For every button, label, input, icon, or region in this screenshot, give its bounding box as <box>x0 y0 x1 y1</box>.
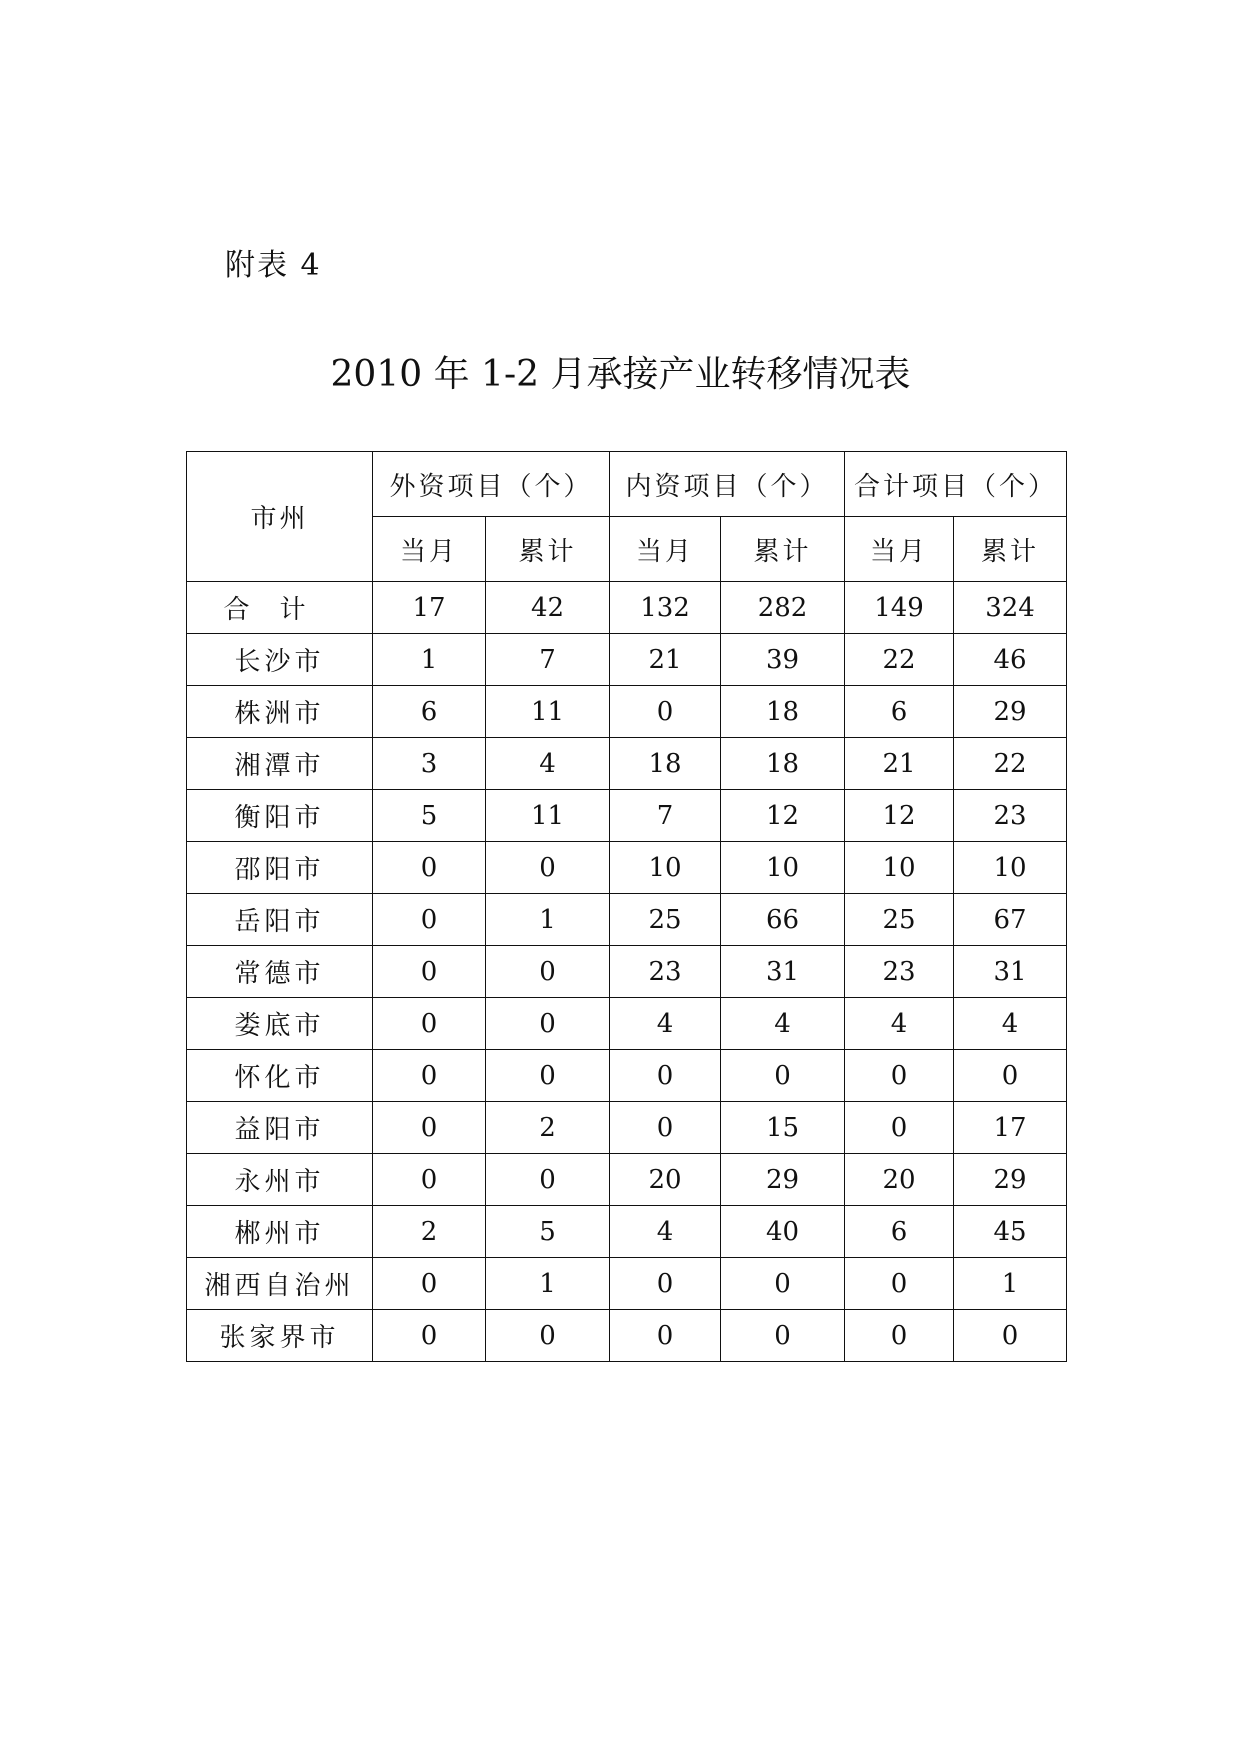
table-row <box>187 894 1067 946</box>
region-name: 衡阳市 <box>187 790 373 842</box>
table-cell: 6 <box>845 1206 954 1258</box>
table-cell: 0 <box>610 1050 721 1102</box>
table-cell: 0 <box>721 1050 845 1102</box>
sub-header: 当月 <box>845 517 954 582</box>
table-cell: 0 <box>486 998 610 1050</box>
region-name: 常德市 <box>187 946 373 998</box>
region-name: 株洲市 <box>187 686 373 738</box>
table-cell: 1 <box>954 1258 1067 1310</box>
table-cell: 0 <box>373 1258 486 1310</box>
table-cell: 20 <box>610 1154 721 1206</box>
table-cell: 2 <box>373 1206 486 1258</box>
table-cell: 45 <box>954 1206 1067 1258</box>
table-cell: 6 <box>845 686 954 738</box>
table-cell: 1 <box>373 634 486 686</box>
table-cell: 21 <box>610 634 721 686</box>
table-cell: 22 <box>845 634 954 686</box>
header-row-groups <box>187 452 1067 517</box>
table-cell: 0 <box>373 1154 486 1206</box>
table-cell: 5 <box>486 1206 610 1258</box>
table-cell: 20 <box>845 1154 954 1206</box>
table-row <box>187 1102 1067 1154</box>
region-column-header: 市州 <box>187 452 373 582</box>
table-cell: 0 <box>721 1310 845 1362</box>
table-cell: 2 <box>486 1102 610 1154</box>
table-cell: 29 <box>954 686 1067 738</box>
table-cell: 0 <box>373 998 486 1050</box>
table-cell: 25 <box>845 894 954 946</box>
table-cell: 4 <box>721 998 845 1050</box>
table-cell: 66 <box>721 894 845 946</box>
table-cell: 282 <box>721 582 845 634</box>
table-cell: 0 <box>610 1102 721 1154</box>
table-cell: 0 <box>486 842 610 894</box>
group-header-domestic: 内资项目（个） <box>610 452 845 517</box>
table-cell: 42 <box>486 582 610 634</box>
table-row <box>187 790 1067 842</box>
table-cell: 324 <box>954 582 1067 634</box>
table-cell: 7 <box>610 790 721 842</box>
table-cell: 18 <box>721 738 845 790</box>
table-cell: 12 <box>845 790 954 842</box>
region-name: 岳阳市 <box>187 894 373 946</box>
table-cell: 39 <box>721 634 845 686</box>
table-cell: 67 <box>954 894 1067 946</box>
table-cell: 40 <box>721 1206 845 1258</box>
table-cell: 10 <box>954 842 1067 894</box>
table-row <box>187 1154 1067 1206</box>
group-header-total: 合计项目（个） <box>845 452 1067 517</box>
table-cell: 23 <box>610 946 721 998</box>
data-table <box>186 451 1067 1362</box>
table-cell: 10 <box>610 842 721 894</box>
table-cell: 0 <box>373 1310 486 1362</box>
table-cell: 18 <box>610 738 721 790</box>
table-cell: 0 <box>845 1258 954 1310</box>
table-row <box>187 1050 1067 1102</box>
table-cell: 4 <box>486 738 610 790</box>
table-row <box>187 946 1067 998</box>
region-name: 湘西自治州 <box>187 1258 373 1310</box>
table-cell: 0 <box>486 1310 610 1362</box>
region-name: 湘潭市 <box>187 738 373 790</box>
region-name: 郴州市 <box>187 1206 373 1258</box>
total-row <box>187 582 1067 634</box>
table-row <box>187 842 1067 894</box>
table-cell: 0 <box>954 1050 1067 1102</box>
table-cell: 31 <box>954 946 1067 998</box>
table-cell: 0 <box>845 1310 954 1362</box>
table-cell: 29 <box>954 1154 1067 1206</box>
sub-header: 累计 <box>721 517 845 582</box>
table-cell: 0 <box>373 1050 486 1102</box>
region-name: 怀化市 <box>187 1050 373 1102</box>
table-row <box>187 1310 1067 1362</box>
table-cell: 0 <box>486 946 610 998</box>
table-cell: 11 <box>486 790 610 842</box>
table-cell: 0 <box>486 1050 610 1102</box>
table-cell: 7 <box>486 634 610 686</box>
document-title: 2010 年 1-2 月承接产业转移情况表 <box>330 354 911 395</box>
table-row <box>187 1258 1067 1310</box>
table-cell: 11 <box>486 686 610 738</box>
table-cell: 132 <box>610 582 721 634</box>
table-cell: 4 <box>954 998 1067 1050</box>
table-cell: 46 <box>954 634 1067 686</box>
group-header-foreign: 外资项目（个） <box>373 452 610 517</box>
table-cell: 23 <box>845 946 954 998</box>
sub-header: 累计 <box>954 517 1067 582</box>
table-cell: 1 <box>486 894 610 946</box>
table-row <box>187 686 1067 738</box>
table-cell: 4 <box>610 998 721 1050</box>
table-cell: 0 <box>373 894 486 946</box>
sub-header: 当月 <box>373 517 486 582</box>
table-cell: 0 <box>845 1050 954 1102</box>
table-cell: 0 <box>610 1258 721 1310</box>
table-cell: 5 <box>373 790 486 842</box>
table-cell: 0 <box>373 842 486 894</box>
table-cell: 10 <box>845 842 954 894</box>
region-name: 益阳市 <box>187 1102 373 1154</box>
table-cell: 4 <box>845 998 954 1050</box>
table-cell: 3 <box>373 738 486 790</box>
table-cell: 0 <box>610 686 721 738</box>
table-cell: 29 <box>721 1154 845 1206</box>
region-name: 张家界市 <box>187 1310 373 1362</box>
total-label: 合计 <box>187 582 373 634</box>
table-row <box>187 738 1067 790</box>
table-cell: 23 <box>954 790 1067 842</box>
table-cell: 12 <box>721 790 845 842</box>
table-cell: 0 <box>373 946 486 998</box>
table-cell: 6 <box>373 686 486 738</box>
table-cell: 1 <box>486 1258 610 1310</box>
annex-label: 附表 4 <box>225 248 322 283</box>
table-cell: 0 <box>373 1102 486 1154</box>
region-name: 邵阳市 <box>187 842 373 894</box>
table-cell: 17 <box>373 582 486 634</box>
table-cell: 18 <box>721 686 845 738</box>
table-cell: 21 <box>845 738 954 790</box>
table-cell: 0 <box>721 1258 845 1310</box>
table-cell: 4 <box>610 1206 721 1258</box>
table-cell: 149 <box>845 582 954 634</box>
sub-header: 累计 <box>486 517 610 582</box>
table-cell: 0 <box>610 1310 721 1362</box>
table-cell: 15 <box>721 1102 845 1154</box>
table-cell: 17 <box>954 1102 1067 1154</box>
table-row <box>187 634 1067 686</box>
table-row <box>187 1206 1067 1258</box>
table-cell: 31 <box>721 946 845 998</box>
table-row <box>187 998 1067 1050</box>
table-cell: 0 <box>954 1310 1067 1362</box>
region-name: 长沙市 <box>187 634 373 686</box>
table-cell: 22 <box>954 738 1067 790</box>
table-cell: 0 <box>486 1154 610 1206</box>
region-name: 娄底市 <box>187 998 373 1050</box>
sub-header: 当月 <box>610 517 721 582</box>
table-cell: 25 <box>610 894 721 946</box>
region-name: 永州市 <box>187 1154 373 1206</box>
table-cell: 10 <box>721 842 845 894</box>
table-cell: 0 <box>845 1102 954 1154</box>
